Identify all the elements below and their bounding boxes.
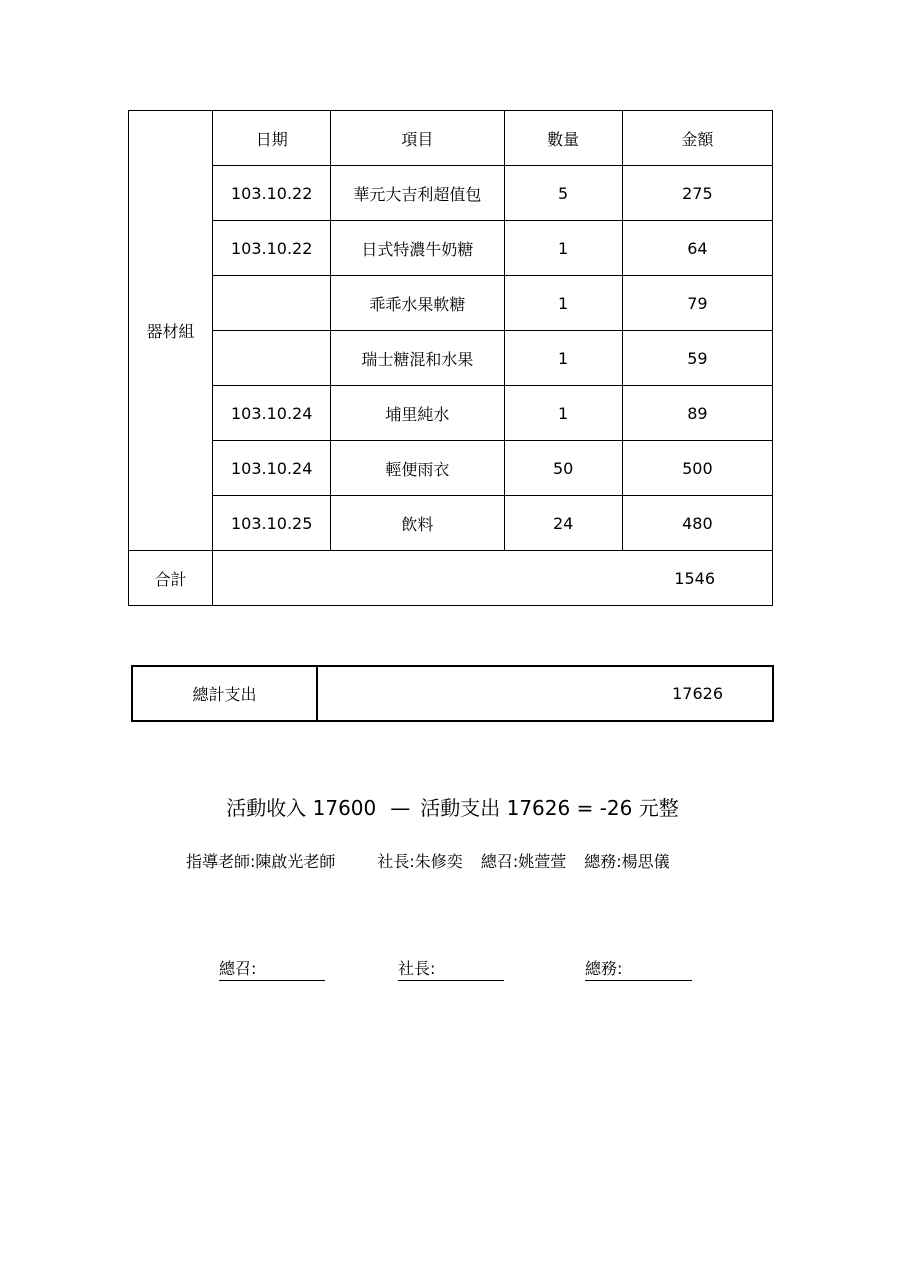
staff-treasurer: 總務:楊思儀: [584, 852, 670, 871]
row-item: 瑞士糖混和水果: [331, 331, 504, 386]
table-row: [129, 386, 773, 441]
summary-income: 活動收入 17600: [226, 796, 377, 820]
grand-total-label: 總計支出: [132, 666, 317, 721]
total-value: 1546: [213, 551, 773, 606]
row-qty: 1: [504, 331, 622, 386]
row-item: 乖乖水果軟糖: [331, 276, 504, 331]
expense-table: [128, 110, 773, 606]
row-amount: 64: [622, 221, 772, 276]
row-item: 輕便雨衣: [331, 441, 504, 496]
table-row: [129, 441, 773, 496]
grand-total-value: 17626: [317, 666, 773, 721]
row-date: [213, 331, 331, 386]
row-date: 103.10.25: [213, 496, 331, 551]
table-row: [129, 331, 773, 386]
row-amount: 275: [622, 166, 772, 221]
table-header-row: [129, 111, 773, 166]
summary-expense: 活動支出 17626 = -26 元整: [420, 796, 679, 820]
row-amount: 89: [622, 386, 772, 441]
row-item: 日式特濃牛奶糖: [331, 221, 504, 276]
header-amount: 金額: [622, 111, 772, 166]
staff-president: 社長:朱修奕: [377, 852, 463, 871]
row-date: 103.10.22: [213, 221, 331, 276]
signature-treasurer: 總務:: [585, 958, 692, 981]
row-amount: 79: [622, 276, 772, 331]
header-qty: 數量: [504, 111, 622, 166]
total-label: 合計: [129, 551, 213, 606]
summary-dash: —: [390, 796, 411, 820]
signature-convener: 總召:: [219, 958, 325, 981]
row-item: 埔里純水: [331, 386, 504, 441]
row-date: 103.10.24: [213, 386, 331, 441]
row-qty: 1: [504, 221, 622, 276]
row-qty: 1: [504, 386, 622, 441]
staff-line: [186, 849, 670, 872]
grand-total-table: [131, 665, 774, 722]
signature-president: 社長:: [398, 958, 504, 981]
row-item: 飲料: [331, 496, 504, 551]
table-row: [129, 276, 773, 331]
row-qty: 50: [504, 441, 622, 496]
row-qty: 1: [504, 276, 622, 331]
header-date: 日期: [213, 111, 331, 166]
staff-advisor: 指導老師:陳啟光老師: [186, 852, 336, 871]
table-row: [129, 221, 773, 276]
table-total-row: [129, 551, 773, 606]
row-amount: 59: [622, 331, 772, 386]
row-amount: 500: [622, 441, 772, 496]
row-date: 103.10.22: [213, 166, 331, 221]
header-item: 項目: [331, 111, 504, 166]
table-row: [129, 496, 773, 551]
table-row: [129, 166, 773, 221]
group-label-cell: 器材組: [129, 111, 213, 551]
row-date: [213, 276, 331, 331]
row-item: 華元大吉利超值包: [331, 166, 504, 221]
row-amount: 480: [622, 496, 772, 551]
row-qty: 24: [504, 496, 622, 551]
row-date: 103.10.24: [213, 441, 331, 496]
income-expense-summary: [0, 792, 905, 821]
row-qty: 5: [504, 166, 622, 221]
staff-convener: 總召:姚萱萱: [480, 852, 567, 871]
